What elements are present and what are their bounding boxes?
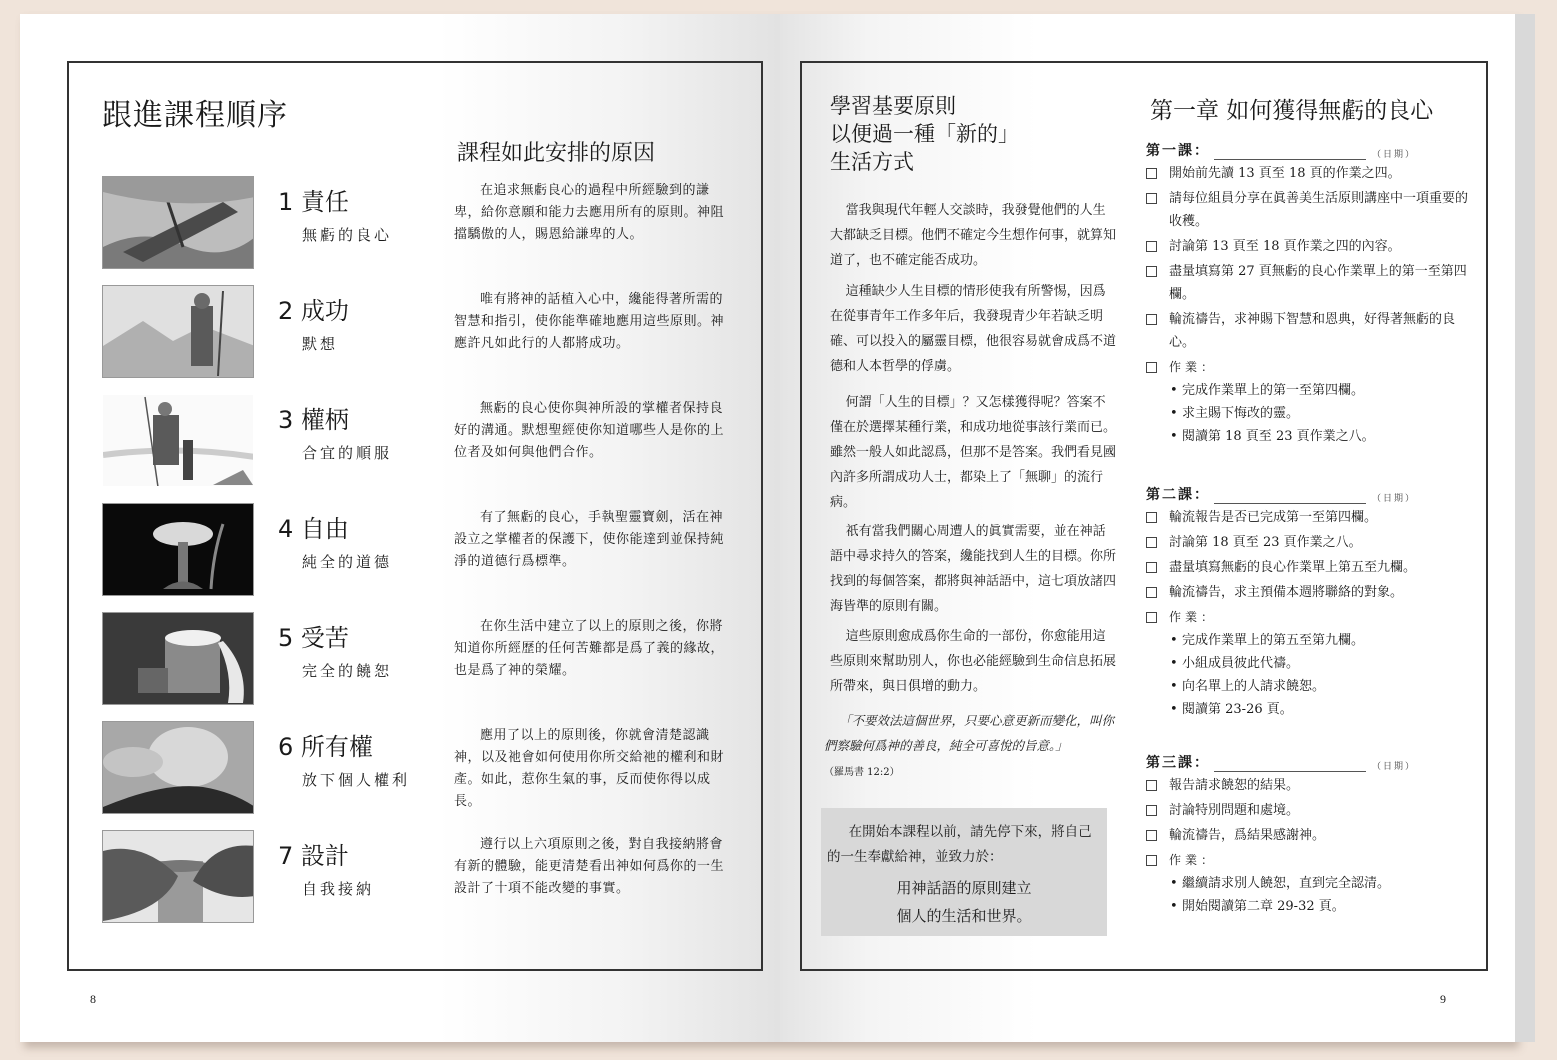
page-number-right: 9 — [1440, 992, 1446, 1006]
page-number-left: 8 — [90, 992, 96, 1006]
molten-metal-crucible-image — [102, 612, 254, 705]
ship-in-storm-image — [102, 176, 254, 269]
lesson-heading: 3 權柄 — [278, 406, 349, 434]
session-header: 第二課： （日期） — [1146, 487, 1417, 504]
checkbox[interactable] — [1146, 587, 1157, 598]
checklist-item[interactable]: 盡量填寫第 27 頁無虧的良心作業單上的第一至第四欄。 — [1146, 260, 1476, 306]
session-1 — [1146, 136, 1476, 448]
scripture-quote: 「不要效法這個世界，只要心意更新而變化，叫你們察驗何爲神的善良，純全可喜悅的旨意。」 （羅馬書 12:2） — [824, 713, 1115, 778]
checkbox[interactable] — [1146, 168, 1157, 179]
checklist-item[interactable]: 報告請求饒恕的結果。 — [1146, 774, 1476, 797]
checkbox[interactable] — [1146, 537, 1157, 548]
homework-bullet: • 完成作業單上的第一至第四欄。 — [1170, 383, 1365, 398]
checklist-item[interactable]: 討論特別問題和處境。 — [1146, 799, 1476, 822]
checkbox[interactable] — [1146, 193, 1157, 204]
checklist-item[interactable]: 盡量填寫無虧的良心作業單上第五至九欄。 — [1146, 556, 1476, 579]
checklist-item[interactable]: 輪流報告是否已完成第一至第四欄。 — [1146, 506, 1476, 529]
checkbox[interactable] — [1146, 512, 1157, 523]
homework-bullet: • 向名單上的人請求饒恕。 — [1170, 679, 1326, 694]
lesson-row — [102, 176, 742, 271]
warrior-overlooking-city-image — [102, 285, 254, 378]
page-edge — [1515, 14, 1535, 1042]
checkbox[interactable] — [1146, 266, 1157, 277]
session-header: 第三課： （日期） — [1146, 755, 1417, 772]
lesson-description: 在你生活中建立了以上的原則之後，你將知道你所經歷的任何苦難都是爲了義的緣故，也是爲了神的榮耀。 — [454, 619, 725, 678]
lesson-row — [102, 612, 742, 707]
date-field[interactable] — [1214, 486, 1366, 504]
session-header: 第一課： （日期） — [1146, 143, 1417, 160]
intro-paragraph: 祇有當我們關心周遭人的眞實需要，並在神話語中尋求持久的答案，纔能找到人生的目標。你所找到的每個答案，都將與神話語中，這七項放諸四海皆準的原則有關。 — [830, 524, 1117, 614]
checkbox[interactable] — [1146, 612, 1157, 623]
lesson-row — [102, 503, 742, 598]
intro-paragraph: 何謂「人生的目標」？又怎樣獲得呢？答案不僅在於選擇某種行業，和成功地從事該行業而已。雖然一般人如此認爲，但那不是答案。我們看見國內許多所謂成功人士，都染上了「無聊」的流行病。 — [830, 395, 1117, 510]
lesson-row — [102, 721, 742, 816]
scripture-reference: （羅馬書 12:2） — [824, 767, 900, 778]
lesson-description: 唯有將神的話植入心中，纔能得著所需的智慧和指引，使你能準確地應用這些原則。神應許凡如此行的人都將成功。 — [454, 292, 725, 351]
lesson-heading: 1 責任 — [278, 188, 349, 216]
checkbox[interactable] — [1146, 241, 1157, 252]
callout-emphasis: 用神話語的原則建立 個人的生活和世界。 — [896, 879, 1032, 925]
lesson-subtitle: 放下個人權利 — [302, 771, 411, 789]
date-field[interactable] — [1214, 142, 1366, 160]
lesson-subtitle: 自我接納 — [302, 880, 375, 898]
homework-bullet: • 小組成員彼此代禱。 — [1170, 656, 1300, 671]
lesson-description: 有了無虧的良心，手執聖靈寶劍，活在神設立之掌權者的保護下，使你能達到並保持純淨的道德行爲標準。 — [454, 510, 725, 569]
callout-text: 在開始本課程以前，請先停下來，將自己的一生奉獻給神，並致力於： — [827, 824, 1092, 865]
book-spread — [20, 14, 1515, 1042]
homework-bullet: • 開始閱讀第二章 29-32 頁。 — [1170, 899, 1345, 914]
checklist-item-homework[interactable]: 作業： — [1146, 356, 1476, 379]
checkbox[interactable] — [1146, 830, 1157, 841]
lesson-subtitle: 無虧的良心 — [302, 226, 393, 244]
checklist-item[interactable]: 輪流禱告，求神賜下智慧和恩典，好得著無虧的良心。 — [1146, 308, 1476, 354]
checklist-item[interactable]: 討論第 13 頁至 18 頁作業之四的內容。 — [1146, 235, 1476, 258]
right-page — [780, 14, 1515, 1042]
checklist-item-homework[interactable]: 作業： — [1146, 849, 1476, 872]
checklist-item[interactable]: 輪流禱告，爲結果感謝神。 — [1146, 824, 1476, 847]
checkbox[interactable] — [1146, 314, 1157, 325]
intro-paragraph: 當我與現代年輕人交談時，我發覺他們的人生大都缺乏目標。他們不確定今生想作何事，就算知道了，也不確定能否成功。 — [830, 203, 1117, 268]
checklist-item-homework[interactable]: 作業： — [1146, 606, 1476, 629]
checklist-item[interactable]: 請每位組員分享在眞善美生活原則講座中一項重要的收穫。 — [1146, 187, 1476, 233]
lesson-heading: 4 自由 — [278, 515, 349, 543]
date-field[interactable] — [1214, 754, 1366, 772]
checkbox[interactable] — [1146, 780, 1157, 791]
mushroom-cloud-image — [102, 503, 254, 596]
session-2 — [1146, 480, 1476, 721]
potter-hands-image — [102, 830, 254, 923]
chapter-title: 第一章 如何獲得無虧的良心 — [1150, 98, 1434, 124]
homework-bullet: • 完成作業單上的第五至第九欄。 — [1170, 633, 1365, 648]
volcano-eruption-image — [102, 721, 254, 814]
lesson-subtitle: 完全的饒恕 — [302, 662, 393, 680]
checkbox[interactable] — [1146, 805, 1157, 816]
session-3 — [1146, 748, 1476, 918]
dedication-callout — [821, 808, 1107, 936]
left-page — [20, 14, 780, 1042]
intro-paragraph: 這種缺少人生目標的情形使我有所警惕，因爲在從事青年工作多年后，我發現青少年若缺乏明確、可以投入的屬靈目標，他很容易就會成爲不道德和人本哲學的俘虜。 — [830, 284, 1117, 374]
homework-bullet: • 求主賜下悔改的靈。 — [1170, 406, 1300, 421]
homework-bullet: • 閱讀第 23-26 頁。 — [1170, 702, 1293, 717]
lesson-row — [102, 394, 742, 489]
lesson-description: 應用了以上的原則後，你就會清楚認識神，以及祂會如何使用你所交給祂的權利和財產。如此，惹你生氣的事，反而使你得以成長。 — [454, 728, 725, 809]
reasons-heading: 課程如此安排的原因 — [457, 141, 656, 166]
page-title: 跟進課程順序 — [102, 98, 288, 133]
homework-bullet: • 繼續請求別人饒恕，直到完全認清。 — [1170, 876, 1391, 891]
lesson-row — [102, 285, 742, 380]
lesson-heading: 6 所有權 — [278, 733, 373, 761]
checklist-item[interactable]: 討論第 18 頁至 23 頁作業之八。 — [1146, 531, 1476, 554]
lesson-row — [102, 830, 742, 925]
checkbox[interactable] — [1146, 362, 1157, 373]
lesson-subtitle: 默想 — [302, 335, 339, 353]
lesson-heading: 2 成功 — [278, 297, 349, 325]
homework-bullet: • 閱讀第 18 頁至 23 頁作業之八。 — [1170, 429, 1375, 444]
checkbox[interactable] — [1146, 855, 1157, 866]
checkbox[interactable] — [1146, 562, 1157, 573]
roman-soldier-image — [102, 394, 254, 487]
lesson-description: 在追求無虧良心的過程中所經驗到的謙卑，給你意願和能力去應用所有的原則。神阻擋驕傲的人，賜恩給謙卑的人。 — [454, 183, 725, 242]
lesson-subtitle: 合宜的順服 — [302, 444, 393, 462]
intro-paragraph: 這些原則愈成爲你生命的一部份，你愈能用這些原則來幫助別人，你也必能經驗到生命信息拓展所帶來，與日俱增的動力。 — [830, 629, 1117, 694]
lesson-heading: 7 設計 — [278, 842, 349, 870]
lesson-description: 無虧的良心使你與神所設的掌權者保持良好的溝通。默想聖經使你知道哪些人是你的上位者及如何與他們合作。 — [454, 401, 725, 460]
lesson-heading: 5 受苦 — [278, 624, 349, 652]
lesson-subtitle: 純全的道德 — [302, 553, 393, 571]
lesson-description: 遵行以上六項原則之後，對自我接納將會有新的體驗，能更清楚看出神如何爲你的一生設計了十項不能改變的事實。 — [454, 837, 725, 896]
intro-title: 學習基要原則 以便過一種「新的」 生活方式 — [830, 94, 1019, 174]
checklist-item[interactable]: 開始前先讀 13 頁至 18 頁的作業之四。 — [1146, 162, 1476, 185]
checklist-item[interactable]: 輪流禱告，求主預備本週將聯絡的對象。 — [1146, 581, 1476, 604]
